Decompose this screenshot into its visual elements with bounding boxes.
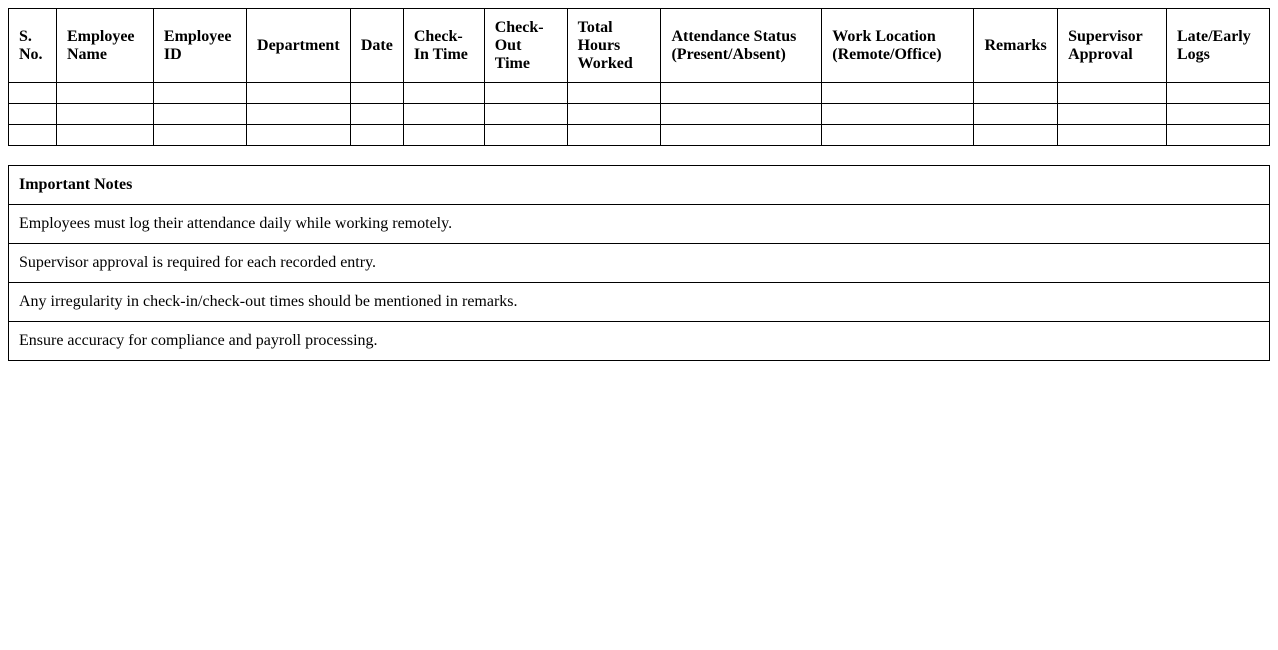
table-cell[interactable] bbox=[403, 104, 484, 125]
table-cell[interactable] bbox=[484, 83, 567, 104]
table-cell[interactable] bbox=[1058, 104, 1167, 125]
notes-title: Important Notes bbox=[9, 166, 1270, 205]
table-cell[interactable] bbox=[350, 83, 403, 104]
table-cell[interactable] bbox=[9, 125, 57, 146]
table-cell[interactable] bbox=[1166, 83, 1269, 104]
table-cell[interactable] bbox=[484, 104, 567, 125]
note-item: Supervisor approval is required for each recorded entry. bbox=[9, 244, 1270, 283]
note-row bbox=[9, 283, 1270, 322]
table-cell[interactable] bbox=[822, 104, 974, 125]
table-cell[interactable] bbox=[403, 125, 484, 146]
note-row bbox=[9, 322, 1270, 361]
table-cell[interactable] bbox=[567, 104, 661, 125]
table-cell[interactable] bbox=[484, 125, 567, 146]
important-notes-table bbox=[8, 165, 1270, 361]
table-cell[interactable] bbox=[661, 125, 822, 146]
header-attendance-status: Attendance Status (Present/Absent) bbox=[661, 9, 822, 83]
table-cell[interactable] bbox=[822, 125, 974, 146]
table-cell[interactable] bbox=[974, 104, 1058, 125]
note-row bbox=[9, 244, 1270, 283]
table-cell[interactable] bbox=[567, 83, 661, 104]
table-cell[interactable] bbox=[567, 125, 661, 146]
table-cell[interactable] bbox=[1058, 83, 1167, 104]
table-cell[interactable] bbox=[153, 125, 246, 146]
header-remarks: Remarks bbox=[974, 9, 1058, 83]
table-header-row bbox=[9, 9, 1270, 83]
table-row bbox=[9, 104, 1270, 125]
header-serial-number: S. No. bbox=[9, 9, 57, 83]
table-cell[interactable] bbox=[246, 104, 350, 125]
header-work-location: Work Location (Remote/Office) bbox=[822, 9, 974, 83]
table-cell[interactable] bbox=[246, 125, 350, 146]
table-cell[interactable] bbox=[350, 104, 403, 125]
table-cell[interactable] bbox=[661, 83, 822, 104]
header-date: Date bbox=[350, 9, 403, 83]
header-employee-id: Employee ID bbox=[153, 9, 246, 83]
table-cell[interactable] bbox=[403, 83, 484, 104]
table-cell[interactable] bbox=[9, 83, 57, 104]
header-late-early-logs: Late/Early Logs bbox=[1166, 9, 1269, 83]
table-cell[interactable] bbox=[974, 125, 1058, 146]
table-cell[interactable] bbox=[1166, 104, 1269, 125]
attendance-table bbox=[8, 8, 1270, 146]
table-cell[interactable] bbox=[246, 83, 350, 104]
table-cell[interactable] bbox=[822, 83, 974, 104]
table-row bbox=[9, 125, 1270, 146]
header-supervisor-approval: Supervisor Approval bbox=[1058, 9, 1167, 83]
table-row bbox=[9, 83, 1270, 104]
table-cell[interactable] bbox=[153, 83, 246, 104]
header-employee-name: Employee Name bbox=[56, 9, 153, 83]
table-cell[interactable] bbox=[1166, 125, 1269, 146]
note-row bbox=[9, 205, 1270, 244]
header-check-out-time: Check-Out Time bbox=[484, 9, 567, 83]
header-check-in-time: Check-In Time bbox=[403, 9, 484, 83]
table-cell[interactable] bbox=[56, 83, 153, 104]
table-cell[interactable] bbox=[56, 104, 153, 125]
table-cell[interactable] bbox=[56, 125, 153, 146]
table-cell[interactable] bbox=[153, 104, 246, 125]
table-cell[interactable] bbox=[1058, 125, 1167, 146]
table-cell[interactable] bbox=[9, 104, 57, 125]
header-department: Department bbox=[246, 9, 350, 83]
table-cell[interactable] bbox=[661, 104, 822, 125]
table-cell[interactable] bbox=[350, 125, 403, 146]
note-item: Any irregularity in check-in/check-out times should be mentioned in remarks. bbox=[9, 283, 1270, 322]
notes-title-row bbox=[9, 166, 1270, 205]
note-item: Ensure accuracy for compliance and payroll processing. bbox=[9, 322, 1270, 361]
table-cell[interactable] bbox=[974, 83, 1058, 104]
header-total-hours-worked: Total Hours Worked bbox=[567, 9, 661, 83]
note-item: Employees must log their attendance daily while working remotely. bbox=[9, 205, 1270, 244]
